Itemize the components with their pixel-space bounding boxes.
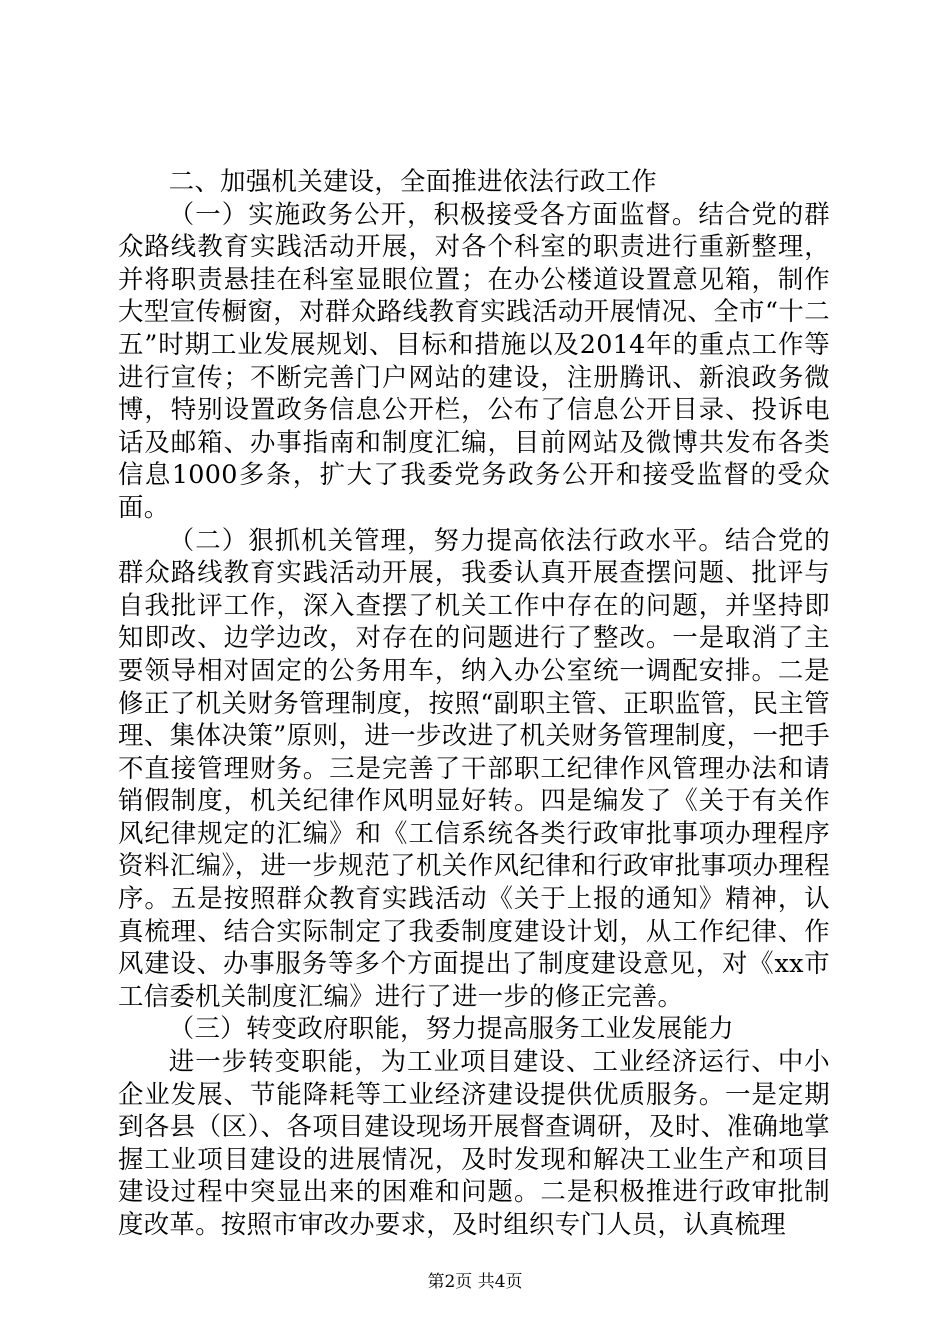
page-footer	[0, 1272, 950, 1292]
paragraph-4: 进一步转变职能，为工业项目建设、工业经济运行、中小企业发展、节能降耗等工业经济建设提供优质服务。一是定期到各县（区）、各项目建设现场开展督查调研，及时、准确地掌握工业项目建设的进展情况，及时发现和解决工业生产和项目建设过程中突显出来的困难和问题。二是积极推进行政审批制度改革。按照市审改办要求，及时组织专门人员，认真梳理	[118, 1046, 830, 1239]
paragraph-3-subheading: （三）转变政府职能，努力提高服务工业发展能力	[168, 1013, 734, 1044]
section-heading: 二、加强机关建设，全面推进依法行政工作	[168, 166, 657, 196]
paragraph-2: （二）狠抓机关管理，努力提高依法行政水平。结合党的群众路线教育实践活动开展，我委认真开展查摆问题、批评与自我批评工作，深入查摆了机关工作中存在的问题，并坚持即知即改、边学边改，对存在的问题进行了整改。一是取消了主要领导相对固定的公务用车，纳入办公室统一调配安排。二是修正了机关财务管理制度，按照“副职主管、正职监管，民主管理、集体决策”原则，进一步改进了机关财务管理制度，一把手不直接管理财务。三是完善了干部职工纪律作风管理办法和请销假制度，机关纪律作风明显好转。四是编发了《关于有关作风纪律规定的汇编》和《工信系统各类行政审批事项办理程序资料汇编》，进一步规范了机关作风纪律和行政审批事项办理程序。五是按照群众教育实践活动《关于上报的通知》精神，认真梳理、结合实际制定了我委制度建设计划，从工作纪律、作风建设、办事服务等多个方面提出了制度建设意见，对《xx市工信委机关制度汇编》进行了进一步的修正完善。	[118, 524, 830, 1011]
page-number: 第2页 共4页	[427, 1272, 523, 1292]
paragraph-1: （一）实施政务公开，积极接受各方面监督。结合党的群众路线教育实践活动开展，对各个科室的职责进行重新整理，并将职责悬挂在科室显眼位置；在办公楼道设置意见箱，制作大型宣传橱窗，对群众路线教育实践活动开展情况、全市“十二五”时期工业发展规划、目标和措施以及2014年的重点工作等进行宣传；不断完善门户网站的建设，注册腾讯、新浪政务微博，特别设置政务信息公开栏，公布了信息公开目录、投诉电话及邮箱、办事指南和制度汇编，目前网站及微博共发布各类信息1000多条，扩大了我委党务政务公开和接受监督的受众面。	[118, 198, 830, 522]
document-body	[118, 165, 830, 1241]
